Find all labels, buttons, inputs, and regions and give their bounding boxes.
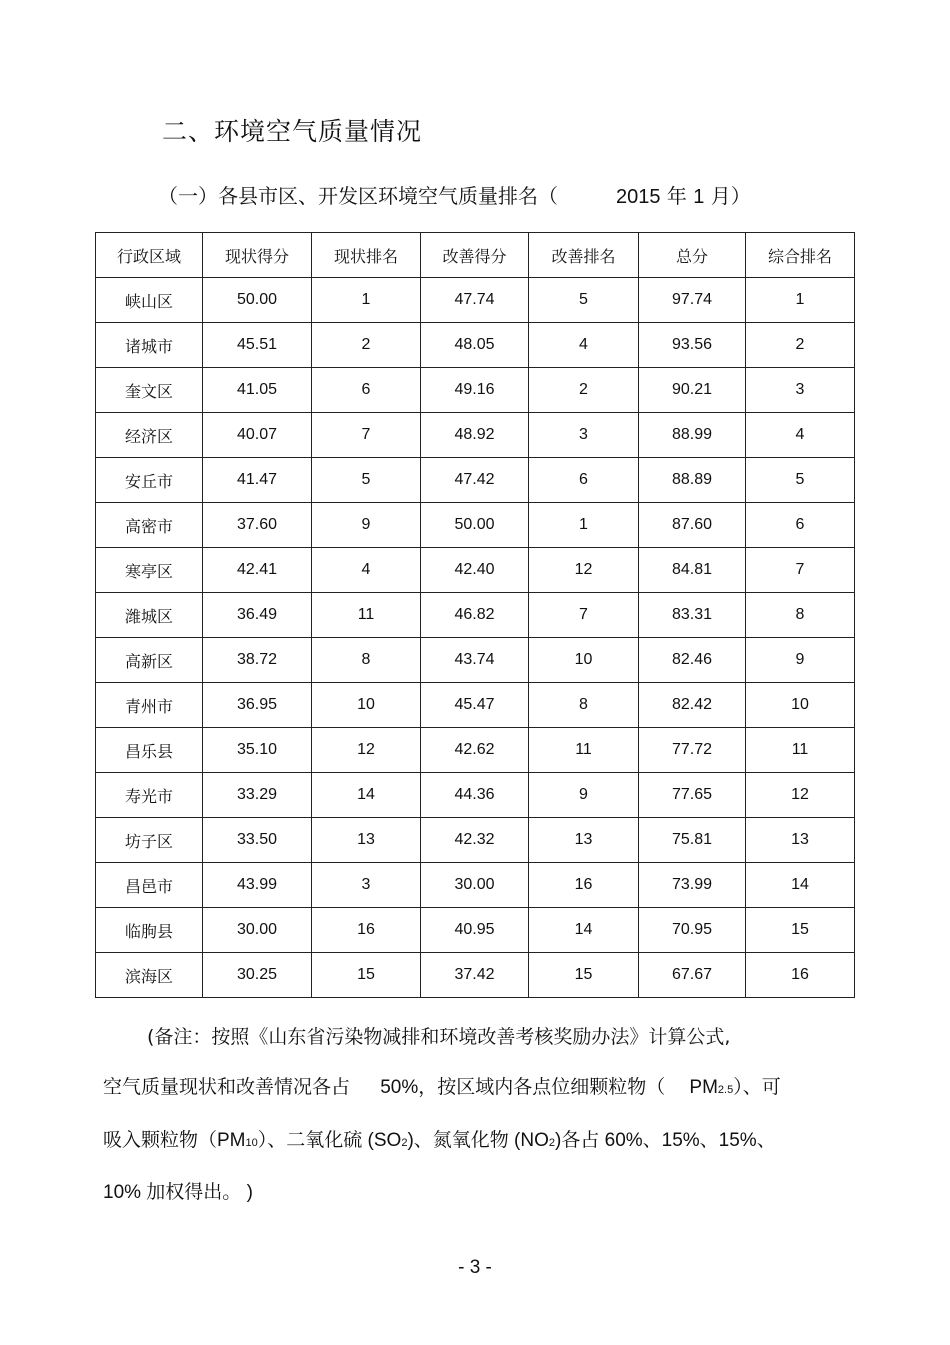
value-cell: 42.40 (421, 548, 529, 593)
value-cell: 82.46 (639, 638, 746, 683)
value-cell: 49.16 (421, 368, 529, 413)
region-cell: 昌邑市 (96, 863, 203, 908)
value-cell: 37.60 (203, 503, 312, 548)
value-cell: 11 (746, 728, 855, 773)
value-cell: 45.51 (203, 323, 312, 368)
value-cell: 11 (312, 593, 421, 638)
value-cell: 9 (746, 638, 855, 683)
value-cell: 50.00 (203, 278, 312, 323)
region-cell: 临朐县 (96, 908, 203, 953)
value-cell: 45.47 (421, 683, 529, 728)
value-cell: 48.92 (421, 413, 529, 458)
value-cell: 14 (312, 773, 421, 818)
value-cell: 4 (312, 548, 421, 593)
value-cell: 13 (529, 818, 639, 863)
table-title-month: 1 (693, 186, 705, 208)
value-cell: 1 (312, 278, 421, 323)
value-cell: 30.00 (421, 863, 529, 908)
value-cell: 2 (529, 368, 639, 413)
footnote-text: PM (689, 1077, 718, 1098)
footnote-text: 空气质量现状和改善情况各占 (103, 1076, 351, 1098)
value-cell: 87.60 (639, 503, 746, 548)
footnote-text: 50%，按区域内各点位细颗粒物（ (380, 1077, 666, 1098)
value-cell: 46.82 (421, 593, 529, 638)
value-cell: 6 (746, 503, 855, 548)
table-row (96, 953, 855, 998)
region-cell: 昌乐县 (96, 728, 203, 773)
value-cell: 2 (312, 323, 421, 368)
footnote-subscript: 2.5 (717, 1084, 734, 1096)
footnote-text: ）、二氧化硫 (SO (257, 1130, 402, 1151)
region-cell: 潍城区 (96, 593, 203, 638)
table-row (96, 278, 855, 323)
table-row (96, 638, 855, 683)
value-cell: 50.00 (421, 503, 529, 548)
table-title (158, 180, 751, 209)
value-cell: 5 (746, 458, 855, 503)
ranking-table (95, 232, 855, 998)
column-header: 改善排名 (529, 233, 639, 278)
value-cell: 88.89 (639, 458, 746, 503)
value-cell: 42.62 (421, 728, 529, 773)
value-cell: 12 (746, 773, 855, 818)
value-cell: 43.99 (203, 863, 312, 908)
region-cell: 安丘市 (96, 458, 203, 503)
footnote-subscript: 2 (401, 1137, 408, 1149)
value-cell: 15 (312, 953, 421, 998)
value-cell: 42.32 (421, 818, 529, 863)
table-title-prefix: （一）各县市区、开发区环境空气质量排名（ (158, 184, 558, 208)
value-cell: 43.74 (421, 638, 529, 683)
region-cell: 寿光市 (96, 773, 203, 818)
value-cell: 15 (529, 953, 639, 998)
value-cell: 73.99 (639, 863, 746, 908)
table-row (96, 863, 855, 908)
value-cell: 36.95 (203, 683, 312, 728)
region-cell: 诸城市 (96, 323, 203, 368)
value-cell: 9 (529, 773, 639, 818)
value-cell: 37.42 (421, 953, 529, 998)
value-cell: 30.00 (203, 908, 312, 953)
value-cell: 2 (746, 323, 855, 368)
value-cell: 4 (529, 323, 639, 368)
region-cell: 青州市 (96, 683, 203, 728)
column-header: 改善得分 (421, 233, 529, 278)
footnote-subscript: 2 (548, 1137, 556, 1149)
table-row (96, 728, 855, 773)
value-cell: 8 (529, 683, 639, 728)
value-cell: 12 (312, 728, 421, 773)
value-cell: 30.25 (203, 953, 312, 998)
value-cell: 3 (746, 368, 855, 413)
table-row (96, 593, 855, 638)
region-cell: 高密市 (96, 503, 203, 548)
column-header: 总分 (639, 233, 746, 278)
section-heading: 二、环境空气质量情况 (162, 117, 423, 146)
value-cell: 1 (746, 278, 855, 323)
value-cell: 14 (529, 908, 639, 953)
value-cell: 40.95 (421, 908, 529, 953)
table-title-year: 2015 (616, 186, 661, 208)
column-header: 综合排名 (746, 233, 855, 278)
table-body (96, 278, 855, 998)
footnote-line-3 (103, 1115, 863, 1168)
value-cell: 8 (746, 593, 855, 638)
value-cell: 38.72 (203, 638, 312, 683)
footnote-text: )、氮氧化物 (NO (407, 1130, 549, 1151)
value-cell: 8 (312, 638, 421, 683)
footnote-line-1: (备注：按照《山东省污染物减排和环境改善考核奖励办法》计算公式, (147, 1026, 731, 1048)
value-cell: 88.99 (639, 413, 746, 458)
value-cell: 14 (746, 863, 855, 908)
table-row (96, 818, 855, 863)
table-row (96, 683, 855, 728)
value-cell: 1 (529, 503, 639, 548)
value-cell: 15 (746, 908, 855, 953)
value-cell: 12 (529, 548, 639, 593)
value-cell: 82.42 (639, 683, 746, 728)
value-cell: 5 (529, 278, 639, 323)
table-row (96, 458, 855, 503)
value-cell: 5 (312, 458, 421, 503)
footnote-text: 吸入颗粒物（PM (103, 1130, 246, 1151)
region-cell: 高新区 (96, 638, 203, 683)
table-row (96, 548, 855, 593)
value-cell: 33.50 (203, 818, 312, 863)
value-cell: 13 (312, 818, 421, 863)
region-cell: 寒亭区 (96, 548, 203, 593)
value-cell: 42.41 (203, 548, 312, 593)
region-cell: 经济区 (96, 413, 203, 458)
value-cell: 16 (529, 863, 639, 908)
value-cell: 41.47 (203, 458, 312, 503)
value-cell: 77.65 (639, 773, 746, 818)
table-row (96, 503, 855, 548)
footnote-text: ）、可 (733, 1076, 781, 1098)
value-cell: 6 (312, 368, 421, 413)
table-row (96, 908, 855, 953)
value-cell: 10 (529, 638, 639, 683)
value-cell: 47.42 (421, 458, 529, 503)
value-cell: 4 (746, 413, 855, 458)
value-cell: 35.10 (203, 728, 312, 773)
column-header: 行政区域 (96, 233, 203, 278)
value-cell: 97.74 (639, 278, 746, 323)
table-row (96, 773, 855, 818)
footnote-text: )各占 60%、15%、15%、 (555, 1130, 776, 1151)
page-number: - 3 - (458, 1257, 492, 1278)
value-cell: 67.67 (639, 953, 746, 998)
value-cell: 41.05 (203, 368, 312, 413)
value-cell: 11 (529, 728, 639, 773)
value-cell: 16 (746, 953, 855, 998)
value-cell: 9 (312, 503, 421, 548)
value-cell: 44.36 (421, 773, 529, 818)
value-cell: 7 (746, 548, 855, 593)
value-cell: 40.07 (203, 413, 312, 458)
region-cell: 滨海区 (96, 953, 203, 998)
region-cell: 奎文区 (96, 368, 203, 413)
table-row (96, 413, 855, 458)
table-title-month-unit: 月） (710, 184, 751, 208)
value-cell: 3 (312, 863, 421, 908)
value-cell: 10 (312, 683, 421, 728)
table-row (96, 323, 855, 368)
footnote-subscript: 10 (245, 1137, 258, 1149)
region-cell: 峡山区 (96, 278, 203, 323)
footnote-line-2 (103, 1062, 863, 1115)
column-header: 现状排名 (312, 233, 421, 278)
value-cell: 70.95 (639, 908, 746, 953)
value-cell: 33.29 (203, 773, 312, 818)
value-cell: 13 (746, 818, 855, 863)
value-cell: 3 (529, 413, 639, 458)
value-cell: 93.56 (639, 323, 746, 368)
value-cell: 7 (312, 413, 421, 458)
table-row (96, 368, 855, 413)
region-cell: 坊子区 (96, 818, 203, 863)
value-cell: 36.49 (203, 593, 312, 638)
value-cell: 48.05 (421, 323, 529, 368)
value-cell: 10 (746, 683, 855, 728)
value-cell: 47.74 (421, 278, 529, 323)
value-cell: 75.81 (639, 818, 746, 863)
value-cell: 6 (529, 458, 639, 503)
value-cell: 84.81 (639, 548, 746, 593)
value-cell: 77.72 (639, 728, 746, 773)
table-title-year-unit: 年 (666, 184, 687, 208)
footnote (103, 1012, 863, 1218)
value-cell: 16 (312, 908, 421, 953)
value-cell: 90.21 (639, 368, 746, 413)
value-cell: 83.31 (639, 593, 746, 638)
value-cell: 7 (529, 593, 639, 638)
table-header-row (96, 233, 855, 278)
footnote-line-4: 10% 加权得出。 ) (103, 1182, 253, 1203)
column-header: 现状得分 (203, 233, 312, 278)
